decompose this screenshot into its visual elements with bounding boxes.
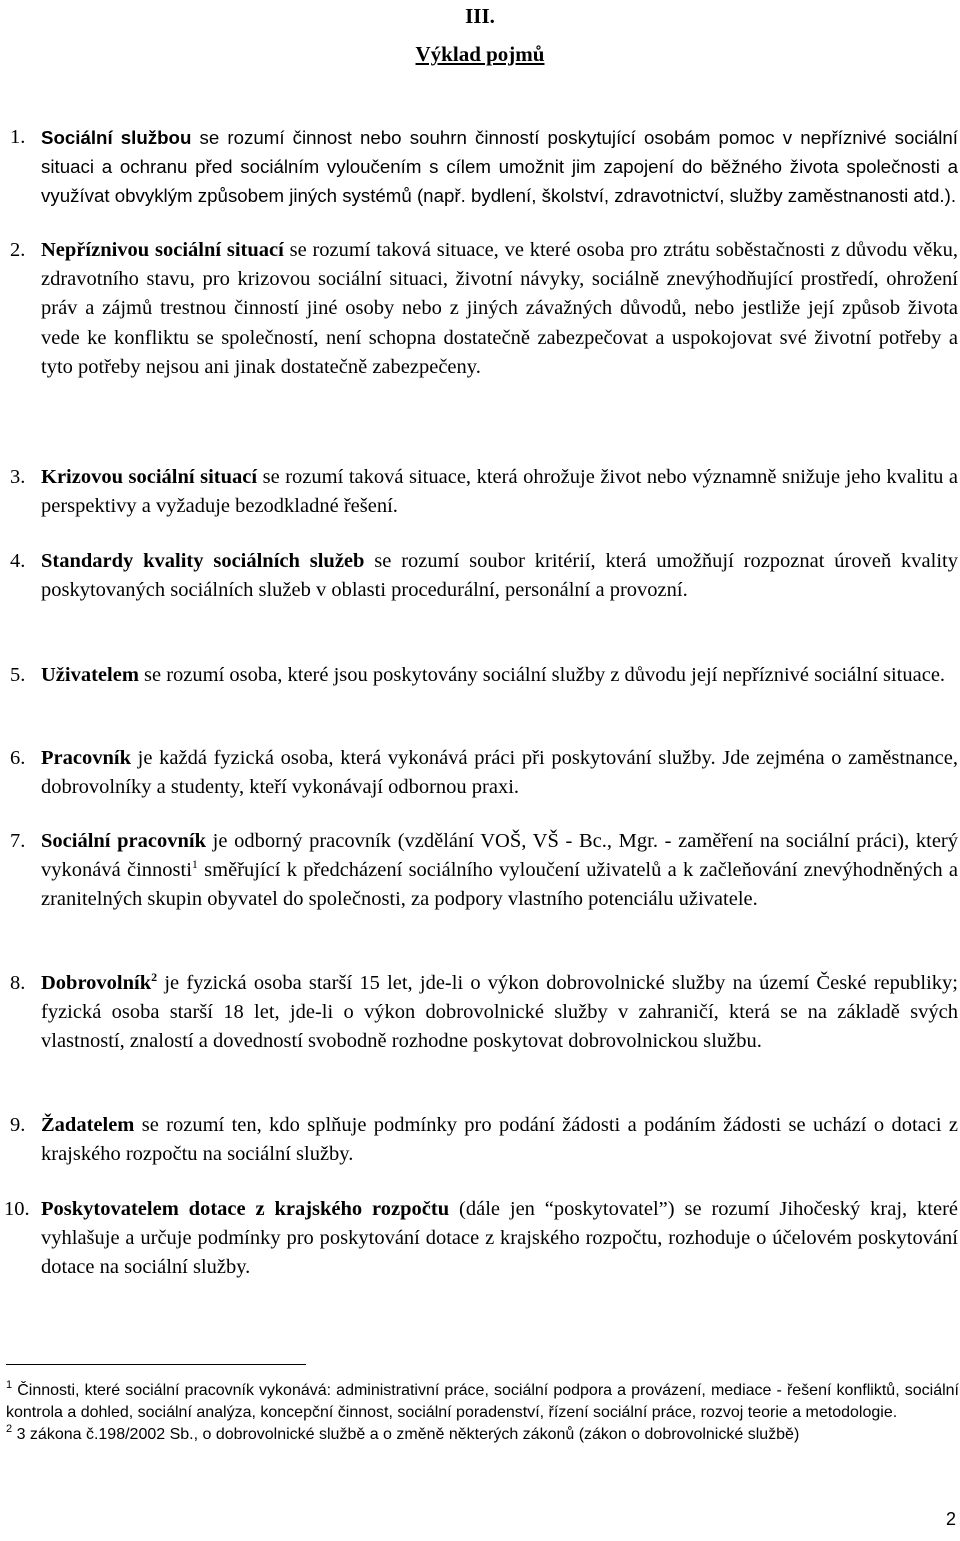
defined-term: Pracovník	[41, 747, 131, 769]
definition-text	[41, 1111, 958, 1169]
item-number: 4.	[10, 550, 26, 572]
definition-body: se rozumí taková situace, ve které osoba pro ztrátu soběstačnosti z důvodu věku, zdravotního stavu, pro krizovou sociální situaci, životní návyky, sociálně znevýhodňující prostředí, ohrožení práv a zájmů trestnou činností jiné osoby nebo z jiných závažných důvodů, nebo jestliže její způsob života vede ke konfliktu se společností, není schopna dostatečně zabezpečovat a uspokojovat své životní potřeby a tyto potřeby nejsou ani jinak dostatečně zabezpečeny.	[41, 239, 958, 378]
definition-text	[41, 236, 958, 382]
defined-term: Sociální službou	[41, 127, 192, 148]
footnotes	[6, 1380, 959, 1446]
item-number: 5.	[10, 664, 26, 686]
definition-text	[41, 744, 958, 802]
definition-body-cont: směřující k předcházení sociálního vyloučení uživatelů a k začleňování znevýhodněných a zranitelných skupin obyvatel do společnosti, za podpory vlastního potenciálu uživatele.	[41, 859, 958, 911]
item-number: 7.	[10, 830, 26, 852]
definition-text	[41, 827, 958, 915]
item-number: 1.	[10, 126, 26, 148]
definition-text	[41, 463, 958, 521]
definition-body: je odborný pracovník (vzdělání VOŠ, VŠ - Bc., Mgr. - zaměření na sociální práci), který vykonává činnosti	[41, 830, 958, 882]
footnote-mark: 1	[6, 1379, 13, 1391]
defined-term: Nepříznivou sociální situací	[41, 239, 284, 261]
item-number: 10.	[4, 1198, 30, 1220]
footnote-1	[6, 1380, 959, 1424]
definition-body: se rozumí soubor kritérií, která umožňují rozpoznat úroveň kvality poskytovaných sociálních služeb v oblasti procedurální, personální a provozní.	[41, 550, 958, 602]
definition-body: je každá fyzická osoba, která vykonává práci při poskytování služby. Jde zejména o zaměstnance, dobrovolníky a studenty, kteří vykonávají odbornou praxi.	[41, 747, 958, 799]
defined-term: Sociální pracovník	[41, 830, 206, 852]
definition-text	[41, 1195, 958, 1283]
definition-text	[41, 969, 958, 1057]
item-number: 3.	[10, 466, 26, 488]
definition-body: se rozumí taková situace, která ohrožuje život nebo významně snižuje jeho kvalitu a perspektivy a vyžaduje bezodkladné řešení.	[41, 466, 959, 518]
footnote-divider	[6, 1364, 306, 1365]
defined-term: Poskytovatelem dotace z krajského rozpočtu	[41, 1198, 450, 1220]
footnote-mark: 2	[6, 1423, 13, 1435]
defined-term: Krizovou sociální situací	[41, 466, 258, 488]
definition-body: se rozumí činnost nebo souhrn činností poskytující osobám pomoc v nepříznivé sociální situaci a ochranu před sociálním vyloučením s cílem umožnit jim zapojení do běžného života společnosti a využívat obvyklým způsobem jiných systémů (např. bydlení, školství, zdravotnictví, služby zaměstnanosti atd.).	[41, 127, 958, 207]
footnote-ref-1[interactable]: 1	[191, 857, 198, 872]
definition-body: se rozumí osoba, které jsou poskytovány sociální služby z důvodu její nepříznivé sociální situace.	[138, 664, 946, 686]
defined-term: Uživatelem	[41, 664, 139, 686]
footnote-text: 3 zákona č.198/2002 Sb., o dobrovolnické službě a o změně některých zákonů (zákon o dobrovolnické službě)	[12, 1426, 800, 1443]
footnote-text: Činnosti, které sociální pracovník vykonává: administrativní práce, sociální podpora a provázení, mediace - řešení konfliktů, sociální kontrola a dohled, sociální analýza, koncepční činnost, sociální poradenství, řízení sociální práce, rozvoj teorie a metodologie.	[6, 1382, 959, 1421]
item-number: 6.	[10, 747, 26, 769]
footnote-2	[6, 1424, 959, 1446]
chapter-number: III.	[465, 4, 495, 28]
defined-term: Standardy kvality sociálních služeb	[41, 550, 365, 572]
page-number: 2	[945, 1509, 956, 1529]
defined-term: Dobrovolník	[41, 972, 152, 994]
definition-text	[41, 123, 958, 211]
section-heading: Výklad pojmů	[415, 42, 545, 66]
definition-body: (dále jen “poskytovatel”) se rozumí Jihočeský kraj, které vyhlašuje a určuje podmínky pro poskytování dotace z krajského rozpočtu, rozhoduje o účelovém poskytování dotace na sociální služby.	[41, 1198, 958, 1279]
definition-body: se rozumí ten, kdo splňuje podmínky pro podání žádosti a podáním žádosti se uchází o dotaci z krajského rozpočtu na sociální služby.	[41, 1114, 958, 1166]
footnote-ref-2[interactable]: 2	[151, 970, 158, 984]
item-number: 9.	[10, 1114, 26, 1136]
definition-text	[41, 661, 958, 690]
defined-term: Žadatelem	[41, 1114, 135, 1136]
definition-body: je fyzická osoba starší 15 let, jde-li o výkon dobrovolnické služby na území České republiky; fyzická osoba starší 18 let, jde-li o výkon dobrovolnické služby v zahraničí, která se na základě svých vlastností, znalostí a dovedností svobodně rozhodne poskytovat dobrovolnickou službu.	[41, 972, 958, 1053]
item-number: 8.	[10, 972, 26, 994]
item-number: 2.	[10, 239, 26, 261]
definition-text	[41, 547, 958, 605]
